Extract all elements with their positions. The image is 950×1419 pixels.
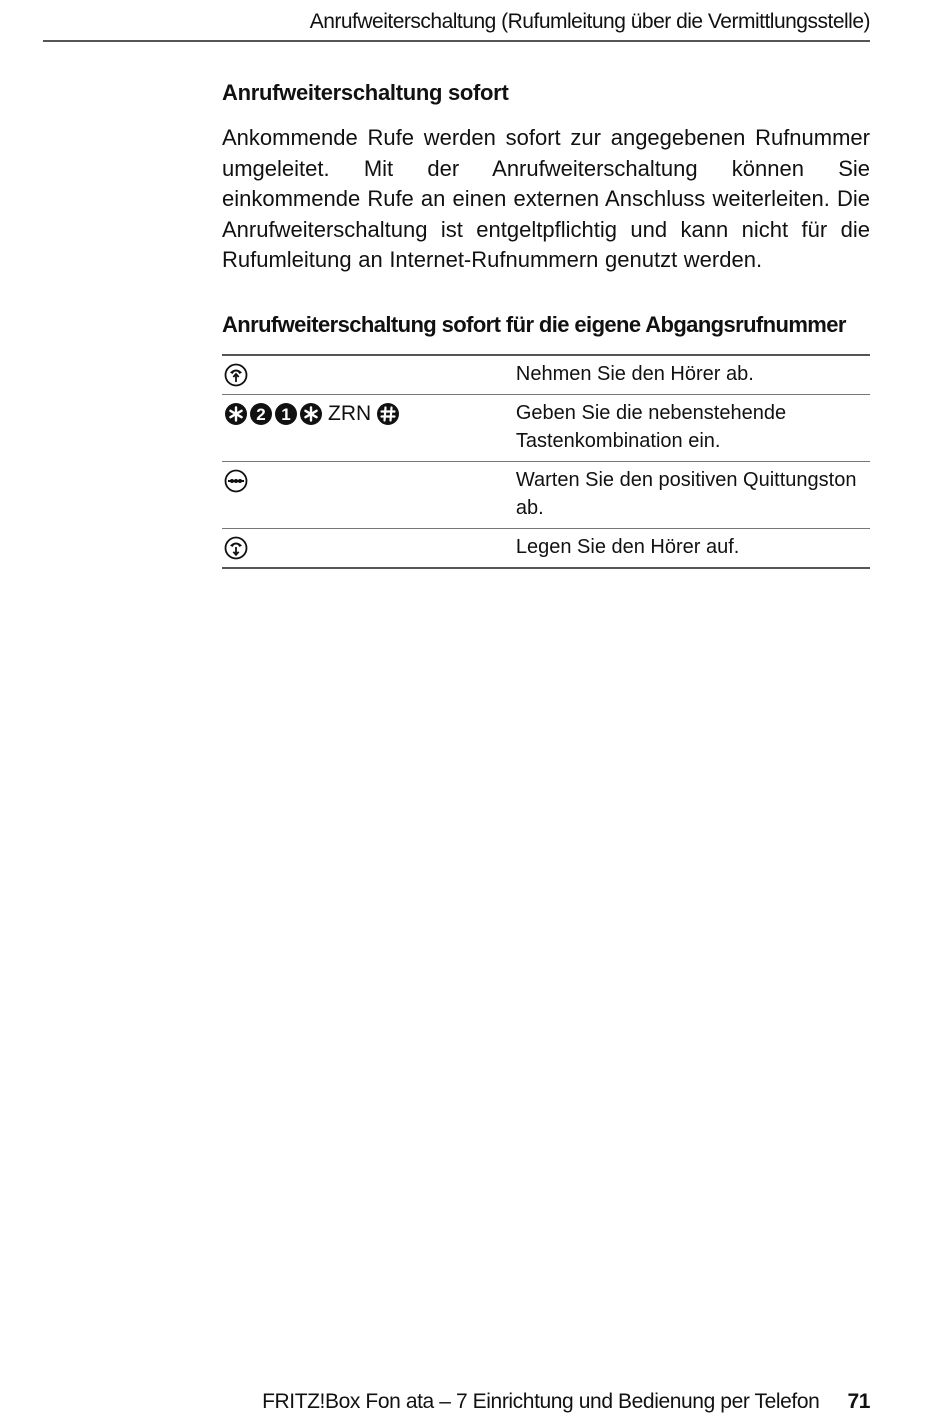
section-subtitle: Anrufweiterschaltung sofort für die eigene Abgangsrufnummer (222, 311, 846, 337)
svg-text:2: 2 (256, 404, 266, 424)
handset-hang-up-icon (224, 536, 248, 560)
table-row (222, 355, 870, 395)
instruction-text: Warten Sie den positiven Quittungston ab. (516, 461, 870, 528)
star-key-icon (224, 402, 248, 426)
symbol-cell (222, 528, 516, 568)
handset-lift-icon (224, 363, 248, 387)
instruction-text: Geben Sie die nebenstehende Tastenkombination ein. (516, 394, 870, 461)
digit-1-key-icon (274, 402, 298, 426)
instruction-text: Nehmen Sie den Hörer ab. (515, 362, 754, 385)
main-content (222, 78, 870, 569)
page-number: 71 (847, 1390, 870, 1413)
section-title: Anrufweiterschaltung sofort (222, 80, 509, 105)
running-footer (43, 1388, 870, 1416)
table-row (222, 461, 870, 528)
running-header (43, 8, 870, 42)
confirmation-tone-icon (224, 469, 248, 493)
svg-text:1: 1 (281, 404, 291, 424)
zrn-label: ZRN (328, 401, 372, 425)
header-title: Anrufweiterschaltung (Rufumleitung über die Vermittlungsstelle) (309, 10, 870, 33)
digit-2-key-icon (249, 402, 273, 426)
instruction-table (222, 354, 870, 569)
instruction-text: Legen Sie den Hörer auf. (516, 528, 870, 568)
table-row (222, 394, 870, 461)
table-row (222, 528, 870, 568)
symbol-cell (222, 355, 516, 395)
symbol-cell (222, 394, 516, 461)
footer-text: FRITZ!Box Fon ata – 7 Einrichtung und Bedienung per Telefon (262, 1390, 820, 1413)
symbol-cell (222, 461, 516, 528)
star-key-icon (299, 402, 323, 426)
section-paragraph: Ankommende Rufe werden sofort zur angegebenen Rufnummer umgeleitet. Mit der Anrufweiterschaltung können Sie einkommende Rufe an einen externen Anschluss weiterleiten. Die Anrufweiterschaltung ist entgeltpflichtig und kann nicht für die Rufumleitung an Internet-Rufnummern genutzt werden. (222, 125, 870, 273)
hash-key-icon (376, 402, 400, 426)
